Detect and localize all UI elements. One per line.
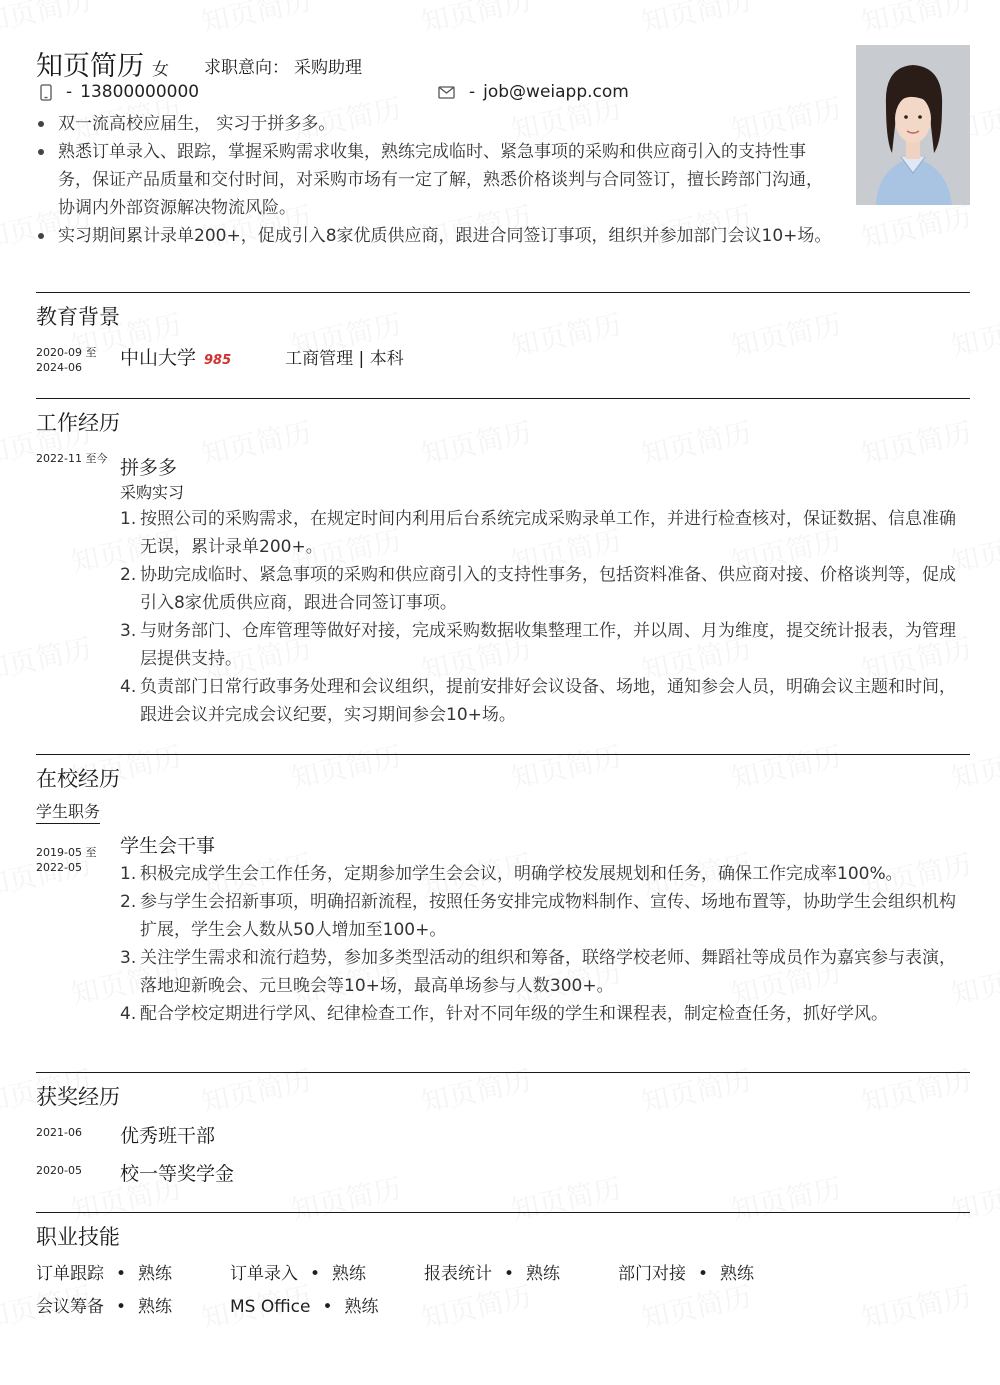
award-name: 优秀班干部 (120, 1125, 216, 1147)
summary-list (36, 110, 836, 250)
work-duties (120, 505, 970, 729)
major-degree: 工商管理 | 本科 (285, 349, 404, 369)
school-name: 中山大学 (120, 347, 197, 369)
education-date (36, 345, 116, 375)
education-date-start: 2020-09 至 (36, 346, 97, 359)
resume-header (36, 0, 970, 292)
campus-duty-item: 2. 参与学生会招新事项，明确招新流程，按照任务安排完成物料制作、宣传、场地布置等，协助学生会组织机构扩展，学生会人数从50人增加至100+。 (120, 892, 956, 940)
skills-title: 职业技能 (36, 1225, 120, 1249)
company-name: 拼多多 (120, 457, 178, 479)
school-badge: 985 (204, 353, 232, 368)
awards-title: 获奖经历 (36, 1085, 120, 1109)
work-entry (120, 455, 970, 729)
work-role: 采购实习 (120, 483, 185, 502)
award-date: 2021-06 (36, 1126, 82, 1139)
work-duty-item: 1. 按照公司的采购需求，在规定时间内利用后台系统完成采购录单工作，并进行检查核对，保证数据、信息准确无误，累计录单200+。 (120, 509, 956, 557)
skill-item: 订单录入 • 熟练 (230, 1264, 367, 1284)
campus-date-start: 2019-05 至 (36, 846, 97, 859)
skill-item: 部门对接 • 熟练 (618, 1264, 755, 1284)
work-duty-item: 3. 与财务部门、仓库管理等做好对接，完成采购数据收集整理工作，并以周、月为维度，提交统计报表，为管理层提供支持。 (120, 621, 956, 669)
campus-duties (120, 860, 970, 1028)
profile-photo (856, 45, 970, 205)
mail-icon (438, 86, 455, 99)
award-name: 校一等奖学金 (120, 1163, 235, 1185)
skill-item: 会议筹备 • 熟练 (36, 1297, 173, 1317)
campus-subhead: 学生职务 (36, 799, 100, 824)
skill-item: 报表统计 • 熟练 (424, 1264, 561, 1284)
summary-item: 实习期间累计录单200+，促成引入8家优质供应商，跟进合同签订事项，组织并参加部门会议10+场。 (36, 222, 836, 250)
campus-section (36, 754, 970, 1072)
skill-item: MS Office • 熟练 (230, 1297, 379, 1317)
campus-date-end: 2022-05 (36, 861, 82, 874)
award-date: 2020-05 (36, 1164, 82, 1177)
education-date-end: 2024-06 (36, 361, 82, 374)
education-title: 教育背景 (36, 305, 120, 329)
summary-item: 双一流高校应届生， 实习于拼多多。 (36, 110, 836, 138)
campus-title: 在校经历 (36, 767, 120, 791)
email-address[interactable]: job@weiapp.com (483, 82, 629, 102)
skills-grid (36, 1259, 970, 1317)
campus-duty-item: 1. 积极完成学生会工作任务，定期参加学生会会议，明确学校发展规划和任务，确保工作完成率100%。 (120, 864, 903, 884)
campus-role: 学生会干事 (120, 835, 216, 857)
phone-separator: - (66, 82, 73, 102)
email-contact (438, 82, 629, 102)
phone-icon (40, 84, 52, 101)
job-intent-label: 求职意向： (204, 58, 289, 78)
phone-contact (40, 82, 199, 102)
campus-duty-item: 3. 关注学生需求和流行趋势，参加多类型活动的组织和筹备，联络学校老师、舞蹈社等成员作为嘉宾参与表演，落地迎新晚会、元旦晚会等10+场，最高单场参与人数300+。 (120, 948, 956, 996)
work-section (36, 398, 970, 754)
education-row (120, 343, 404, 370)
job-intent-value: 采购助理 (294, 58, 362, 78)
skills-section (36, 1212, 970, 1363)
campus-duty-item: 4. 配合学校定期进行学风、纪律检查工作，针对不同年级的学生和课程表，制定检查任务，抓好学风。 (120, 1004, 888, 1024)
phone-number: 13800000000 (80, 82, 200, 102)
work-date: 2022-11 至今 (36, 452, 108, 465)
campus-entry (120, 832, 970, 1028)
candidate-gender: 女 (152, 60, 169, 80)
education-section (36, 292, 970, 398)
summary-item: 熟悉订单录入、跟踪，掌握采购需求收集，熟练完成临时、紧急事项的采购和供应商引入的支持性事务，保证产品质量和交付时间，对采购市场有一定了解，熟悉价格谈判与合同签订，擅长跨部门沟通，协调内外部资源解决物流风险。 (36, 138, 836, 222)
skill-item: 订单跟踪 • 熟练 (36, 1264, 173, 1284)
work-duty-item: 2. 协助完成临时、紧急事项的采购和供应商引入的支持性事务，包括资料准备、供应商对接、价格谈判等，促成引入8家优质供应商，跟进合同签订事项。 (120, 565, 956, 613)
awards-section (36, 1072, 970, 1212)
work-title: 工作经历 (36, 411, 120, 435)
work-duty-item: 4. 负责部门日常行政事务处理和会议组织，提前安排好会议设备、场地，通知参会人员，明确会议主题和时间，跟进会议并完成会议纪要，实习期间参会10+场。 (120, 677, 956, 725)
candidate-name: 知页简历 (36, 51, 144, 82)
email-separator: - (469, 82, 476, 102)
campus-date (36, 845, 116, 875)
